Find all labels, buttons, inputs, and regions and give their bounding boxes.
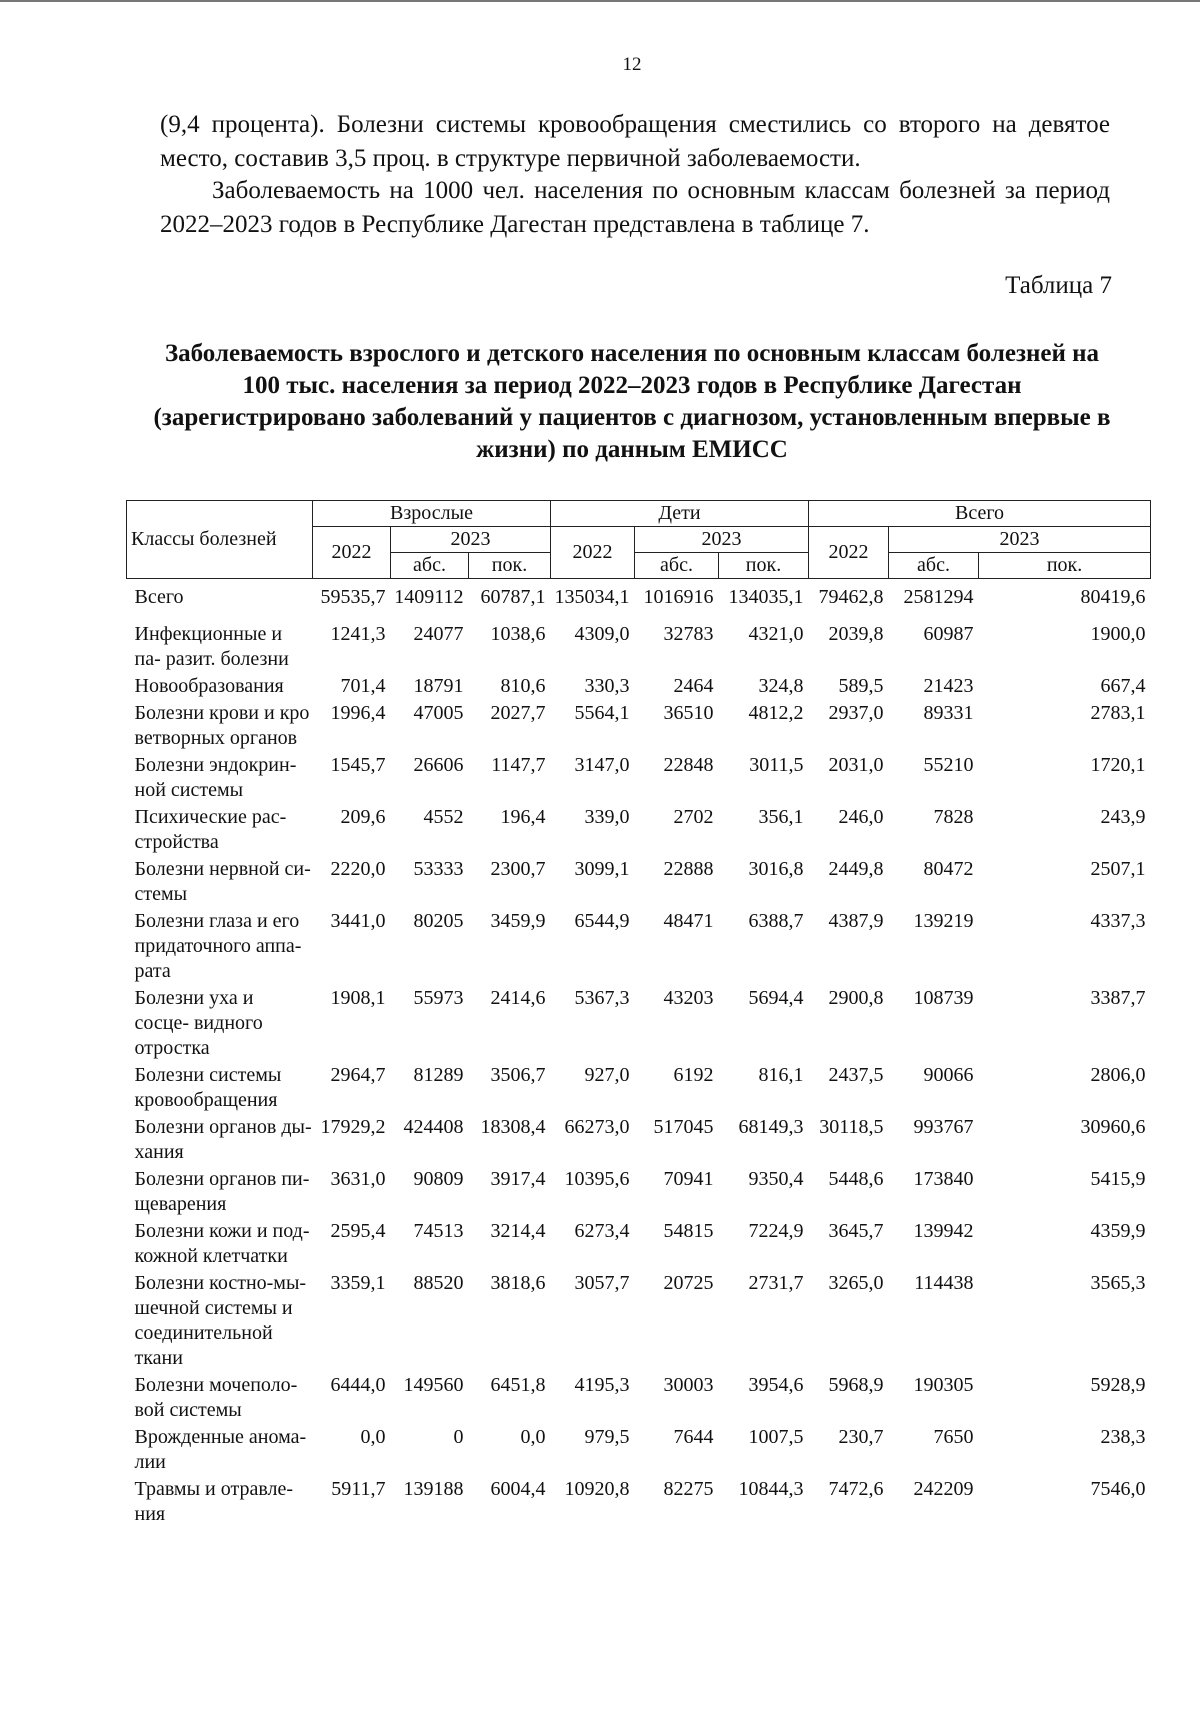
cell-value: 246,0 xyxy=(838,806,884,828)
cell-value: 927,0 xyxy=(584,1064,630,1086)
row-label: Болезни эндокрин- ной системы xyxy=(134,754,297,801)
cell-value: 3359,1 xyxy=(330,1272,386,1294)
header-children: Дети xyxy=(551,501,809,527)
cell-value: 2900,8 xyxy=(828,987,884,1009)
cell-value: 424408 xyxy=(403,1116,464,1138)
cell-value: 209,6 xyxy=(340,806,386,828)
cell-value: 4812,2 xyxy=(748,702,804,724)
header-adults-2022: 2022 xyxy=(313,527,391,579)
cell-value: 5694,4 xyxy=(748,987,804,1009)
cell-value: 2783,1 xyxy=(1090,702,1146,724)
cell-value: 979,5 xyxy=(584,1426,630,1448)
cell-value: 3099,1 xyxy=(574,858,630,880)
cell-value: 356,1 xyxy=(758,806,804,828)
cell-value: 3818,6 xyxy=(490,1272,546,1294)
cell-value: 4387,9 xyxy=(828,910,884,932)
cell-value: 2937,0 xyxy=(828,702,884,724)
cell-value: 3147,0 xyxy=(574,754,630,776)
cell-value: 238,3 xyxy=(1100,1426,1146,1448)
cell-value: 1545,7 xyxy=(330,754,386,776)
cell-value: 30003 xyxy=(663,1374,714,1396)
cell-value: 6544,9 xyxy=(574,910,630,932)
cell-value: 230,7 xyxy=(838,1426,884,1448)
cell-value: 3016,8 xyxy=(748,858,804,880)
cell-value: 74513 xyxy=(413,1220,464,1242)
cell-value: 3954,6 xyxy=(748,1374,804,1396)
cell-value: 3441,0 xyxy=(330,910,386,932)
page-number: 12 xyxy=(622,54,642,75)
row-label: Травмы и отравле- ния xyxy=(134,1478,294,1525)
cell-value: 82275 xyxy=(663,1478,714,1500)
row-label: Болезни костно-мы- шечной системы и соединительной ткани xyxy=(134,1272,307,1369)
cell-value: 2027,7 xyxy=(490,702,546,724)
cell-value: 3265,0 xyxy=(828,1272,884,1294)
header-children-pok: пок. xyxy=(719,553,809,579)
table-header xyxy=(127,501,1151,579)
cell-value: 6444,0 xyxy=(330,1374,386,1396)
cell-value: 1038,6 xyxy=(490,623,546,645)
cell-value: 26606 xyxy=(413,754,464,776)
cell-value: 3645,7 xyxy=(828,1220,884,1242)
cell-value: 3631,0 xyxy=(330,1168,386,1190)
row-label: Новообразования xyxy=(134,675,284,697)
cell-value: 5911,7 xyxy=(331,1478,386,1500)
cell-value: 3506,7 xyxy=(490,1064,546,1086)
cell-value: 7546,0 xyxy=(1090,1478,1146,1500)
cell-value: 10844,3 xyxy=(738,1478,804,1500)
cell-value: 4195,3 xyxy=(574,1374,630,1396)
cell-value: 3214,4 xyxy=(490,1220,546,1242)
row-label: Болезни крови и кро ветворных органов xyxy=(134,702,310,749)
cell-value: 54815 xyxy=(663,1220,714,1242)
cell-value: 135034,1 xyxy=(554,586,630,608)
cell-value: 7650 xyxy=(933,1426,974,1448)
table-row xyxy=(127,579,1151,623)
paragraph-2: Заболеваемость на 1000 чел. населения по основным классам болезней за период 2022–2023 годов в Республике Дагестан представлена в таблице 7. xyxy=(160,177,1110,238)
row-label: Инфекционные и па- разит. болезни xyxy=(134,623,289,670)
table-row xyxy=(127,805,1151,857)
cell-value: 4337,3 xyxy=(1090,910,1146,932)
row-label: Болезни уха и сосце- видного отростка xyxy=(134,987,263,1059)
cell-value: 134035,1 xyxy=(728,586,804,608)
cell-value: 32783 xyxy=(663,623,714,645)
cell-value: 9350,4 xyxy=(748,1168,804,1190)
row-label: Болезни системы кровообращения xyxy=(134,1064,282,1111)
cell-value: 18791 xyxy=(413,675,464,697)
cell-value: 339,0 xyxy=(584,806,630,828)
cell-value: 667,4 xyxy=(1100,675,1146,697)
cell-value: 24077 xyxy=(413,623,464,645)
cell-value: 7224,9 xyxy=(748,1220,804,1242)
table-row xyxy=(127,674,1151,701)
cell-value: 3011,5 xyxy=(749,754,804,776)
cell-value: 6273,4 xyxy=(574,1220,630,1242)
row-label: Психические рас- стройства xyxy=(134,806,287,853)
cell-value: 90809 xyxy=(413,1168,464,1190)
cell-value: 17929,2 xyxy=(320,1116,386,1138)
cell-value: 114438 xyxy=(914,1272,974,1294)
cell-value: 589,5 xyxy=(838,675,884,697)
cell-value: 88520 xyxy=(413,1272,464,1294)
cell-value: 2806,0 xyxy=(1090,1064,1146,1086)
cell-value: 89331 xyxy=(923,702,974,724)
cell-value: 4309,0 xyxy=(574,623,630,645)
cell-value: 149560 xyxy=(403,1374,464,1396)
cell-value: 173840 xyxy=(913,1168,974,1190)
cell-value: 2220,0 xyxy=(330,858,386,880)
table-row xyxy=(127,1167,1151,1219)
table-row xyxy=(127,909,1151,986)
cell-value: 48471 xyxy=(663,910,714,932)
cell-value: 2731,7 xyxy=(748,1272,804,1294)
cell-value: 1900,0 xyxy=(1090,623,1146,645)
header-total-abs: абс. xyxy=(889,553,979,579)
header-adults-abs: абс. xyxy=(391,553,469,579)
cell-value: 2702 xyxy=(673,806,714,828)
cell-value: 5367,3 xyxy=(574,987,630,1009)
cell-value: 810,6 xyxy=(500,675,546,697)
cell-value: 5968,9 xyxy=(828,1374,884,1396)
cell-value: 2507,1 xyxy=(1090,858,1146,880)
header-adults-pok: пок. xyxy=(469,553,551,579)
cell-value: 30118,5 xyxy=(819,1116,884,1138)
table-row xyxy=(127,1425,1151,1477)
cell-value: 60787,1 xyxy=(480,586,546,608)
cell-value: 18308,4 xyxy=(480,1116,546,1138)
cell-value: 66273,0 xyxy=(564,1116,630,1138)
cell-value: 3459,9 xyxy=(490,910,546,932)
cell-value: 1007,5 xyxy=(748,1426,804,1448)
cell-value: 1409112 xyxy=(394,586,464,608)
row-label: Болезни органов пи- щеварения xyxy=(134,1168,310,1215)
table-title: Заболеваемость взрослого и детского населения по основным классам болезней на 100 тыс. населения за период 2022–2023 годов в Республике Дагестан (зарегистрировано заболеваний у пациентов с диагнозом, установленным впервые в жизни) по данным ЕМИСС xyxy=(153,340,1111,463)
page-top-edge xyxy=(0,0,1200,2)
table-row xyxy=(127,1271,1151,1373)
cell-value: 6192 xyxy=(673,1064,714,1086)
table-row xyxy=(127,622,1151,674)
table-row xyxy=(127,1219,1151,1271)
cell-value: 1996,4 xyxy=(330,702,386,724)
cell-value: 1720,1 xyxy=(1090,754,1146,776)
cell-value: 517045 xyxy=(653,1116,714,1138)
header-total-2022: 2022 xyxy=(809,527,889,579)
cell-value: 6451,8 xyxy=(490,1374,546,1396)
row-label: Болезни мочеполо- вой системы xyxy=(134,1374,298,1421)
header-children-abs: абс. xyxy=(635,553,719,579)
cell-value: 47005 xyxy=(413,702,464,724)
cell-value: 4552 xyxy=(423,806,464,828)
cell-value: 55973 xyxy=(413,987,464,1009)
row-label: Болезни нервной си- стемы xyxy=(134,858,311,905)
cell-value: 21423 xyxy=(923,675,974,697)
cell-value: 22888 xyxy=(663,858,714,880)
cell-value: 59535,7 xyxy=(320,586,386,608)
cell-value: 196,4 xyxy=(500,806,546,828)
table-row xyxy=(127,1115,1151,1167)
cell-value: 330,3 xyxy=(584,675,630,697)
table-row xyxy=(127,857,1151,909)
table-body xyxy=(127,579,1151,1530)
cell-value: 108739 xyxy=(913,987,974,1009)
cell-value: 324,8 xyxy=(758,675,804,697)
cell-value: 139219 xyxy=(913,910,974,932)
cell-value: 20725 xyxy=(663,1272,714,1294)
cell-value: 2581294 xyxy=(903,586,974,608)
cell-value: 5415,9 xyxy=(1090,1168,1146,1190)
cell-value: 2031,0 xyxy=(828,754,884,776)
cell-value: 2414,6 xyxy=(490,987,546,1009)
cell-value: 79462,8 xyxy=(818,586,884,608)
cell-value: 139942 xyxy=(913,1220,974,1242)
row-label: Болезни кожи и под- кожной клетчатки xyxy=(134,1220,310,1267)
header-adults: Взрослые xyxy=(313,501,551,527)
header-children-2022: 2022 xyxy=(551,527,635,579)
cell-value: 7644 xyxy=(673,1426,714,1448)
header-total-pok: пок. xyxy=(979,553,1151,579)
cell-value: 3565,3 xyxy=(1090,1272,1146,1294)
cell-value: 90066 xyxy=(923,1064,974,1086)
cell-value: 5564,1 xyxy=(574,702,630,724)
cell-value: 7828 xyxy=(933,806,974,828)
table-row xyxy=(127,701,1151,753)
cell-value: 5928,9 xyxy=(1090,1374,1146,1396)
cell-value: 5448,6 xyxy=(828,1168,884,1190)
cell-value: 3387,7 xyxy=(1090,987,1146,1009)
row-label: Врожденные анома- лии xyxy=(134,1426,307,1473)
cell-value: 701,4 xyxy=(340,675,386,697)
cell-value: 242209 xyxy=(913,1478,974,1500)
cell-value: 243,9 xyxy=(1100,806,1146,828)
cell-value: 2300,7 xyxy=(490,858,546,880)
header-classes: Классы болезней xyxy=(127,501,313,579)
cell-value: 2437,5 xyxy=(828,1064,884,1086)
cell-value: 1147,7 xyxy=(491,754,546,776)
cell-value: 1908,1 xyxy=(330,987,386,1009)
cell-value: 3057,7 xyxy=(574,1272,630,1294)
table-row xyxy=(127,986,1151,1063)
cell-value: 36510 xyxy=(663,702,714,724)
cell-value: 993767 xyxy=(913,1116,974,1138)
cell-value: 4359,9 xyxy=(1090,1220,1146,1242)
cell-value: 2039,8 xyxy=(828,623,884,645)
table-row xyxy=(127,753,1151,805)
table-label: Таблица 7 xyxy=(1005,272,1112,299)
table-row xyxy=(127,1477,1151,1529)
cell-value: 70941 xyxy=(663,1168,714,1190)
cell-value: 816,1 xyxy=(758,1064,804,1086)
table-row xyxy=(127,1063,1151,1115)
cell-value: 80419,6 xyxy=(1080,586,1146,608)
cell-value: 139188 xyxy=(403,1478,464,1500)
cell-value: 1016916 xyxy=(643,586,714,608)
cell-value: 7472,6 xyxy=(828,1478,884,1500)
row-label: Всего xyxy=(134,586,184,608)
cell-value: 6388,7 xyxy=(748,910,804,932)
cell-value: 53333 xyxy=(413,858,464,880)
cell-value: 68149,3 xyxy=(738,1116,804,1138)
cell-value: 10395,6 xyxy=(564,1168,630,1190)
cell-value: 81289 xyxy=(413,1064,464,1086)
cell-value: 10920,8 xyxy=(564,1478,630,1500)
cell-value: 80205 xyxy=(413,910,464,932)
cell-value: 60987 xyxy=(923,623,974,645)
cell-value: 190305 xyxy=(913,1374,974,1396)
cell-value: 30960,6 xyxy=(1080,1116,1146,1138)
cell-value: 43203 xyxy=(663,987,714,1009)
paragraph-1: (9,4 процента). Болезни системы кровообращения сместились со второго на девятое место, составив 3,5 проц. в структуре первичной заболеваемости. xyxy=(160,111,1110,172)
row-label: Болезни глаза и его придаточного аппа- рата xyxy=(134,910,302,982)
cell-value: 0 xyxy=(453,1426,464,1448)
cell-value: 3917,4 xyxy=(490,1168,546,1190)
cell-value: 2449,8 xyxy=(828,858,884,880)
cell-value: 2964,7 xyxy=(330,1064,386,1086)
header-children-2023: 2023 xyxy=(635,527,809,553)
row-label: Болезни органов ды- хания xyxy=(134,1116,312,1163)
cell-value: 80472 xyxy=(923,858,974,880)
header-total: Всего xyxy=(809,501,1151,527)
header-adults-2023: 2023 xyxy=(391,527,551,553)
cell-value: 22848 xyxy=(663,754,714,776)
cell-value: 2595,4 xyxy=(330,1220,386,1242)
header-total-2023: 2023 xyxy=(889,527,1151,553)
morbidity-table xyxy=(126,500,1151,1529)
cell-value: 0,0 xyxy=(360,1426,386,1448)
cell-value: 4321,0 xyxy=(748,623,804,645)
table-row xyxy=(127,1373,1151,1425)
cell-value: 0,0 xyxy=(520,1426,546,1448)
cell-value: 2464 xyxy=(673,675,714,697)
cell-value: 1241,3 xyxy=(330,623,386,645)
cell-value: 55210 xyxy=(923,754,974,776)
cell-value: 6004,4 xyxy=(490,1478,546,1500)
